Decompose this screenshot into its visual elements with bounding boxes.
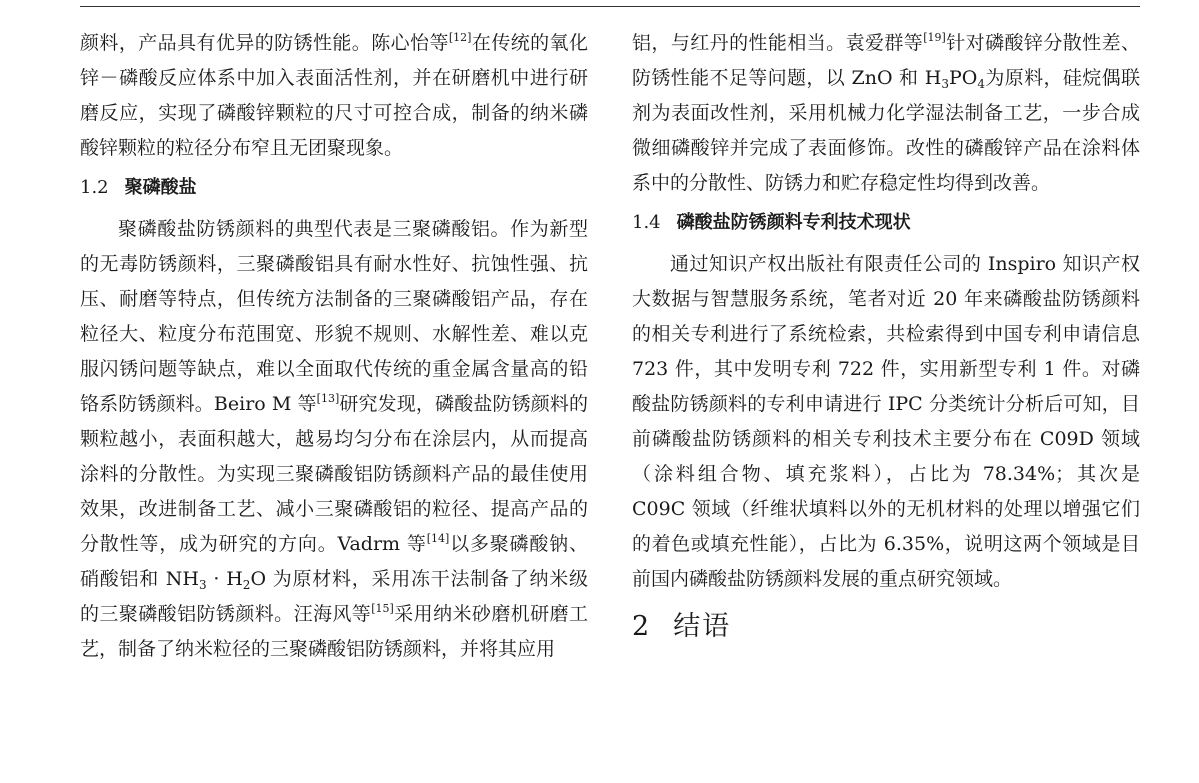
paragraph-zinc-phosphate-continued [80,26,588,166]
section-number: 1.2 [80,177,109,198]
citation-ref[interactable]: [19] [923,31,946,44]
header-rule [80,6,1140,7]
right-column [632,26,1140,649]
citation-ref[interactable]: [15] [371,602,394,615]
section-heading-1-4 [632,205,1140,241]
text-run: PO [948,67,978,89]
text-run: 聚磷酸盐防锈颜料的典型代表是三聚磷酸铝。作为新型的无毒防锈颜料，三聚磷酸铝具有耐水性好、抗蚀性强、抗压、耐磨等特点，但传统方法制备的三聚磷酸铝产品，存在粒径大、粒度分布范围宽、形貌不规则、水解性差、难以克服闪锈问题等缺点，难以全面取代传统的重金属含量高的铅铬系防锈颜料。Beiro M 等 [80,218,588,415]
text-run: 铝，与红丹的性能相当。袁爱群等 [632,32,924,54]
text-run: 研究发现，磷酸盐防锈颜料的颗粒越小，表面积越大，越易均匀分布在涂层内，从而提高涂料的分散性。为实现三聚磷酸铝防锈颜料产品的最佳使用效果，改进制备工艺、减小三聚磷酸铝的粒径、提高产品的分散性等，成为研究的方向。Vadrm 等 [80,393,588,555]
subscript: 4 [977,77,985,91]
text-run: 在传统的氧化锌－磷酸反应体系中加入表面活性剂，并在研磨机中进行研磨反应，实现了磷酸锌颗粒的尺寸可控合成，制备的纳米磷酸锌颗粒的粒径分布窄且无团聚现象。 [80,32,588,159]
section-number: 2 [632,611,652,642]
citation-ref[interactable]: [14] [426,532,450,545]
section-heading-2 [632,605,1140,649]
subscript: 3 [198,578,207,592]
citation-ref[interactable]: [13] [316,392,340,405]
subscript: 3 [941,77,949,91]
section-title: 磷酸盐防锈颜料专利技术现状 [676,212,911,233]
paragraph-polyphosphate [80,212,588,667]
text-run: · H [206,568,243,590]
paragraph-patent-status: 通过知识产权出版社有限责任公司的 Inspiro 知识产权大数据与智慧服务系统，笔者对近 20 年来磷酸盐防锈颜料的相关专利进行了系统检索，共检索得到中国专利申请信息 723 件，其中发明专利 722 件，实用新型专利 1 件。对磷酸盐防锈颜料的专利申请进行 IPC 分类统计分析后可知，目前磷酸盐防锈颜料的相关专利技术主要分布在 C09D 领域（涂料组合物、填充浆料），占比为 78.34%；其次是 C09C 领域（纤维状填料以外的无机材料的处理以增强它们的着色或填充性能），占比为 6.35%，说明这两个领域是目前国内磷酸盐防锈颜料发展的重点研究领域。 [632,253,1140,590]
paragraph-aluminium-continued [632,26,1140,201]
text-run: 颜料，产品具有优异的防锈性能。陈心怡等 [80,32,449,54]
section-title: 结语 [673,611,732,642]
text-run: O 为原材料，采用冻干法制备了纳米级的三聚磷酸铝防锈颜料。汪海风等 [80,568,588,625]
section-number: 1.4 [632,212,661,233]
text-run: 采用纳米砂磨机研磨工艺，制备了纳米粒径的三聚磷酸铝防锈颜料，并将其应用 [80,603,588,660]
subscript: 2 [242,578,251,592]
text-run: 以多聚磷酸钠、硝酸铝和 NH [80,533,588,590]
left-column [80,26,588,667]
section-heading-1-2 [80,170,588,206]
citation-ref[interactable]: [12] [448,31,472,44]
text-run: 为原料，硅烷偶联剂为表面改性剂，采用机械力化学湿法制备工艺，一步合成微细磷酸锌并完成了表面修饰。改性的磷酸锌产品在涂料体系中的分散性、防锈力和贮存稳定性均得到改善。 [632,67,1140,194]
text-run: 针对磷酸锌分散性差、防锈性能不足等问题，以 ZnO 和 H [632,32,1140,89]
section-title: 聚磷酸盐 [124,177,197,198]
